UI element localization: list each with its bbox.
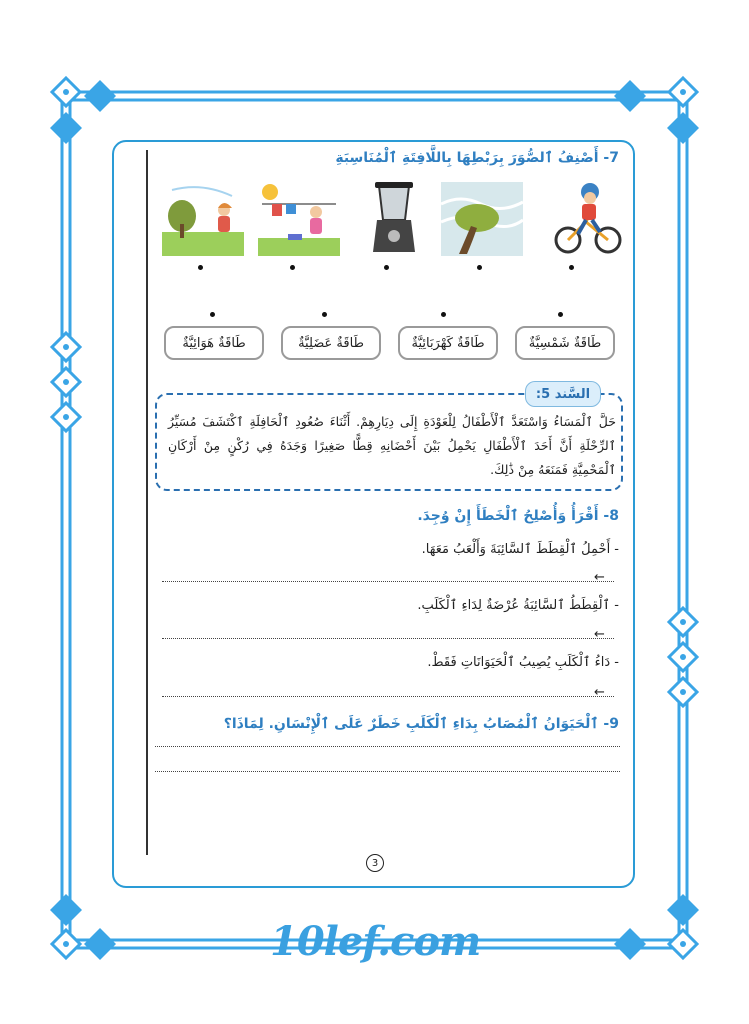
label-dot[interactable]: [210, 312, 215, 317]
question-7-title: 7- أَصْنِفُ ٱلصُّوَرَ بِرَبْطِهَا بِاللَّافِتَةِ ٱلْمُنَاسِبَةِ: [335, 150, 619, 166]
watermark-logo: 10lef.com: [270, 918, 481, 965]
laundry-girl-image: [258, 182, 340, 256]
statement-2: - ٱلْقِطَطُ ٱلسَّائِبَةُ عُرْضَةٌ لِدَاءِ ٱلْكَلَبِ.: [417, 598, 619, 613]
margin-line: [146, 150, 148, 855]
question-9-title: 9- ٱلْحَيَوَانُ ٱلْمُصَابُ بِدَاءِ ٱلْكَلَبِ خَطَرٌ عَلَى ٱلْإِنْسَانِ. لِمَاذَا؟: [223, 716, 619, 732]
arrow-icon: ←: [594, 685, 605, 700]
answer-line-4[interactable]: [155, 745, 620, 747]
sanad-text: حَلَّ ٱلْمَسَاءُ وَاسْتَعَدَّ ٱلْأَطْفَالُ لِلْعَوْدَةِ إِلَى دِيَارِهِمْ. أَثْنَاءَ صُعُودِ ٱلْحَافِلَةِ ٱكْتَشَفَ مُسَيِّرُ ٱلرِّحْلَةِ أَنَّ أَحَدَ ٱلْأَطْفَالِ يَحْمِلُ بَيْنَ أَحْضَانِهِ قِطًّا صَغِيرًا وَجَدَهُ فِي رُكْنٍ مِنْ أَرْكَانِ ٱلْمَحْمِيَّةِ فَمَنَعَهُ مِنْ ذَٰلِكَ.: [168, 414, 616, 477]
label-electric-energy[interactable]: طَاقَةٌ كَهْرَبَائِيَّةٌ: [398, 326, 498, 360]
label-wind-energy[interactable]: طَاقَةٌ هَوَائِيَّةٌ: [164, 326, 264, 360]
image-dot[interactable]: [384, 265, 389, 270]
arrow-icon: ←: [594, 627, 605, 642]
arrow-icon: ←: [594, 570, 605, 585]
wind-tree-image: [441, 182, 523, 256]
page-number: 3: [366, 854, 384, 872]
label-dot[interactable]: [322, 312, 327, 317]
answer-line-1[interactable]: [162, 580, 614, 582]
label-solar-energy[interactable]: طَاقَةٌ شَمْسِيَّةٌ: [515, 326, 615, 360]
image-dot[interactable]: [569, 265, 574, 270]
label-dot[interactable]: [558, 312, 563, 317]
answer-line-3[interactable]: [162, 695, 614, 697]
answer-line-5[interactable]: [155, 770, 620, 772]
girl-wind-image: [162, 182, 244, 256]
blender-image: [353, 182, 435, 256]
image-dot[interactable]: [290, 265, 295, 270]
sanad-tag: السَّند 5:: [525, 381, 601, 407]
cyclist-image: [548, 182, 630, 256]
image-dot[interactable]: [198, 265, 203, 270]
image-dot[interactable]: [477, 265, 482, 270]
answer-line-2[interactable]: [162, 637, 614, 639]
statement-3: - دَاءُ ٱلْكَلَبِ يُصِيبُ ٱلْحَيَوَانَاتِ فَقَطْ.: [427, 655, 619, 670]
label-muscle-energy[interactable]: طَاقَةٌ عَضَلِيَّةٌ: [281, 326, 381, 360]
statement-1: - أَحْمِلُ ٱلْقِطَطَ ٱلسَّائِبَةَ وَأَلْعَبُ مَعَهَا.: [421, 542, 619, 557]
question-8-title: 8- أَقْرَأُ وَأُصْلِحُ ٱلْخَطَأَ إِنْ وُجِدَ.: [417, 508, 619, 524]
label-dot[interactable]: [441, 312, 446, 317]
